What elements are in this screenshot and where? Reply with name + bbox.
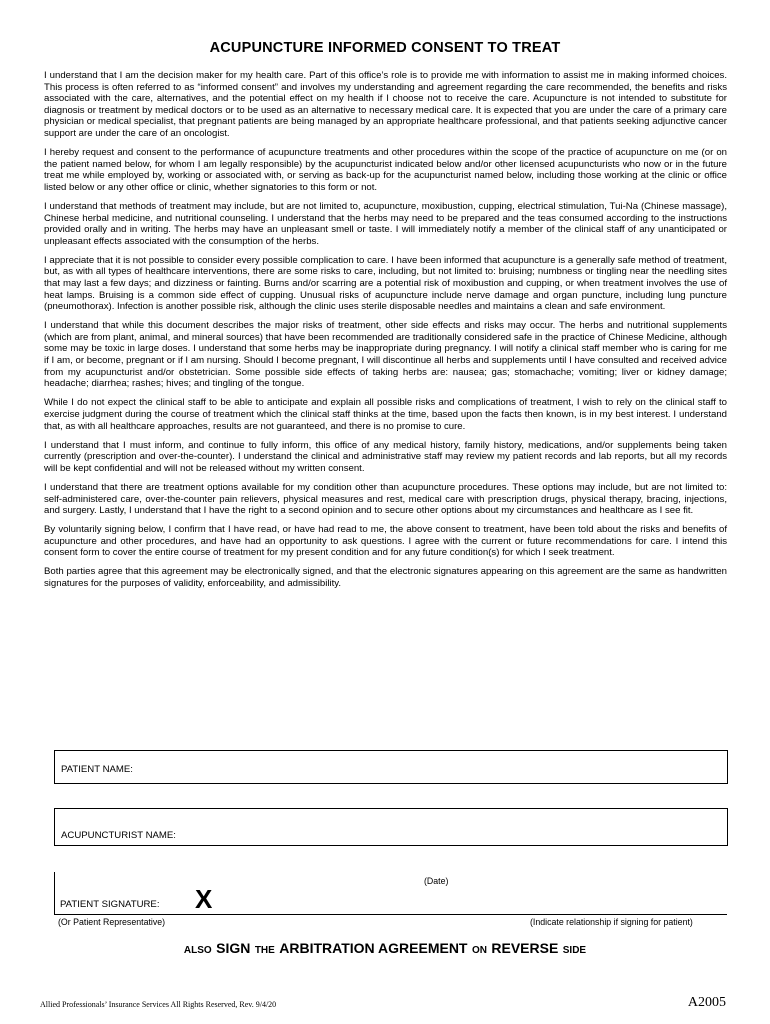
paragraph-voluntary-signing: By voluntarily signing below, I confirm that I have read, or have had read to me, the above consent to treatment, have been told about the risks and benefits of acupuncture and other procedures, and have had an opportunity to ask questions. I agree with the current or future recommendations for care. I intend this consent form to cover the entire course of treatment for my present condition and for any future condition(s) for which I seek treatment. (44, 524, 727, 559)
paragraph-electronic-signature: Both parties agree that this agreement may be electronically signed, and that the electronic signatures appearing on this agreement are the same as handwritten signatures for the purposes of validity, enforceability, and admissibility. (44, 566, 727, 590)
patient-name-label: PATIENT NAME: (61, 764, 133, 775)
paragraph-medical-history: I understand that I must inform, and continue to fully inform, this office of any medical history, family history, medications, and/or supplements being taken currently (prescription and over-the-counter). I understand the clinical and administrative staff may review my patient records and lab reports, but all my records will be kept confidential and will not be released without my written consent. (44, 439, 727, 474)
paragraph-clinical-judgment: While I do not expect the clinical staff to be able to anticipate and explain all possible risks and complications of treatment, I wish to rely on the clinical staff to exercise judgment during the course of treatment which the clinical staff thinks at the time, based upon the facts then known, is in my best interest. I understand that, as with all healthcare approaches, results are not guaranteed, and there is no promise to cure. (44, 397, 727, 432)
paragraph-request-consent: I hereby request and consent to the performance of acupuncture treatments and other procedures within the scope of the practice of acupuncture on me (or on the patient named below, for whom I am legally responsible) by the acupuncturist indicated below and/or other licensed acupuncturists who now or in the future treat me while employed by, working or associated with, or serving as back-up for the acupuncturist named below, including those working at the clinic or office listed below or any other office or clinic, whether signatories to this form or not. (44, 147, 727, 193)
patient-signature-field[interactable] (54, 872, 727, 915)
form-number: A2005 (687, 995, 726, 1010)
paragraph-treatment-methods: I understand that methods of treatment may include, but are not limited to, acupuncture, moxibustion, cupping, electrical stimulation, Tui-Na (Chinese massage), Chinese herbal medicine, and nutritional counseling. I understand that the herbs may need to be prepared and the teas consumed according to the instructions provided orally and in writing. The herbs may have an unpleasant smell or taste. I will immediately notify a member of the clinical staff of any unanticipated or unpleasant effects associated with the consumption of the herbs. (44, 200, 727, 247)
date-label: (Date) (424, 876, 449, 886)
sign-word: SIGN (216, 940, 251, 956)
document-title: ACUPUNCTURE INFORMED CONSENT TO TREAT (209, 40, 561, 56)
signature-area (54, 872, 726, 932)
the-word: THE (254, 945, 275, 956)
on-word: ON (471, 945, 487, 956)
side-word: SIDE (562, 945, 587, 956)
paragraph-complications: I appreciate that it is not possible to consider every possible complication to care. I have been informed that acupuncture is a generally safe method of treatment, but, as with all types of healthcare interventions, there are some risks to care, including, but not limited to: bruising; numbness or tingling near the needling sites that may last a few days; and dizziness or fainting. Burns and/or scarring are a potential risk of moxibustion and cupping, or when treatment involves the use of heat lamps. Bruising is a common side effect of cupping. Unusual risks of acupuncture include nerve damage and organ puncture, including lung puncture (pneumothorax). Infection is another possible risk, although the clinic uses sterile disposable needles and maintains a clean and safe environment. (44, 254, 727, 313)
consent-body (44, 70, 727, 597)
arbitration-agreement-word: ARBITRATION AGREEMENT (279, 940, 468, 956)
patient-name-field[interactable] (54, 750, 728, 784)
representative-label: (Or Patient Representative) (58, 917, 166, 927)
paragraph-decision-maker: I understand that I am the decision maker for my health care. Part of this office’s role is to provide me with information to assist me in making informed choices. This process is often referred to as “informed consent” and involves my understanding and agreement regarding the care recommended, the benefits and risks associated with the care, alternatives, and the potential effect on my health if I choose not to receive the care. Acupuncture is not intended to substitute for diagnosis or treatment by medical doctors or to be used as an alternative to necessary medical care. It is expected that you are under the care of a primary care physician or medical specialist, that pregnant patients are being managed by an appropriate healthcare professional, and that patients seeking adjunctive cancer support are under the care of an oncologist. (44, 70, 727, 139)
acupuncturist-name-field[interactable] (54, 808, 728, 846)
patient-signature-label: PATIENT SIGNATURE: (60, 899, 160, 910)
relationship-label: (Indicate relationship if signing for patient) (530, 917, 693, 927)
also-word: ALSO (183, 945, 212, 956)
acupuncturist-name-label: ACUPUNCTURIST NAME: (61, 830, 176, 841)
signature-x-mark: X (195, 884, 213, 914)
reverse-word: REVERSE (491, 940, 559, 956)
paragraph-herbs-risks: I understand that while this document describes the major risks of treatment, other side effects and risks may occur. The herbs and nutritional supplements (which are from plant, animal, and mineral sources) that have been recommended are traditionally considered safe in the practice of Chinese Medicine, although some may be toxic in large doses. I understand that some herbs may be inappropriate during pregnancy. I will notify a clinical staff member who is caring for me if I am, or become, pregnant or if I am nursing. Should I become pregnant, I will discontinue all herbs and supplements until I have consulted and received advice from my acupuncturist and/or obstetrician. Some possible side effects of taking herbs are: nausea; gas; stomachache; vomiting; liver or kidney damage; headache; diarrhea; rashes; hives; and tingling of the tongue. (44, 320, 727, 390)
paragraph-treatment-options: I understand that there are treatment options available for my condition other than acupuncture procedures. These options may include, but are not limited to: self-administered care, over-the-counter pain relievers, physical measures and rest, medical care with prescription drugs, physical therapy, bracing, injections, and surgery. Lastly, I understand that I have the right to a second opinion and to secure other options about my circumstances and healthcare as I see fit. (44, 481, 727, 517)
footer-copyright: Allied Professionals’ Insurance Services All Rights Reserved, Rev. 9/4/20 (40, 1000, 277, 1009)
also-sign-arbitration-notice (0, 940, 770, 958)
